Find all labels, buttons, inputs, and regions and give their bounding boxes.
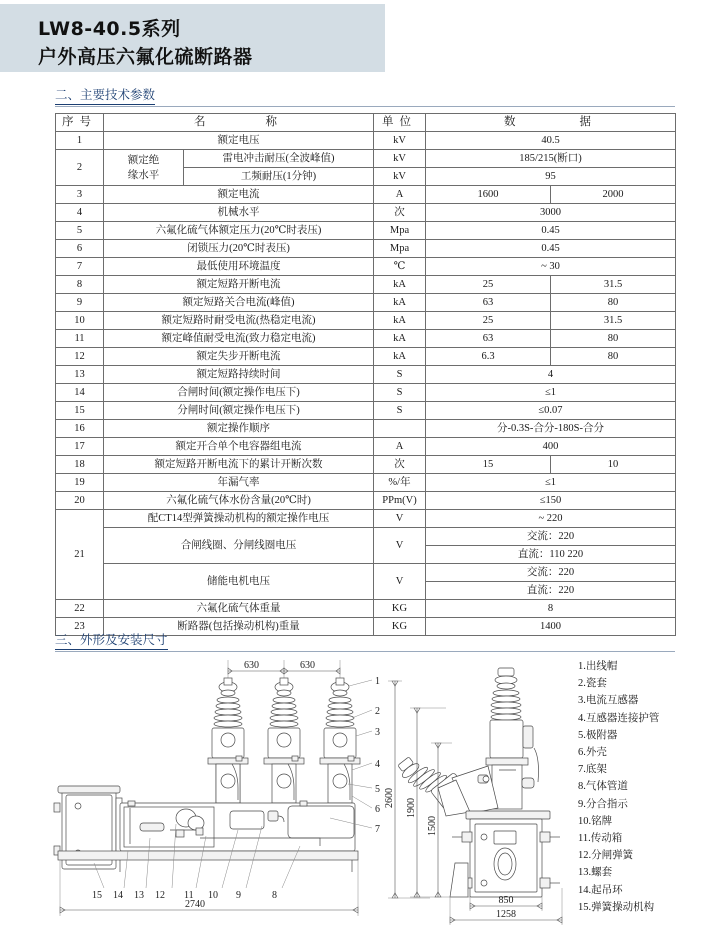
cell-unit: ℃ xyxy=(374,258,426,276)
th-unit: 单位 xyxy=(374,114,426,132)
section-heading-specs xyxy=(55,85,155,105)
section-rule xyxy=(55,106,675,107)
legend-item: 3.电流互感器 xyxy=(578,695,639,707)
cell-no: 1 xyxy=(56,132,104,150)
cell-unit: kV xyxy=(374,132,426,150)
cell-unit: A xyxy=(374,186,426,204)
cell-unit: kA xyxy=(374,348,426,366)
cell-data-2: 80 xyxy=(551,348,676,366)
dim-pitch-1: 630 xyxy=(244,660,259,671)
cell-name: 额定开合单个电容器组电流 xyxy=(104,438,374,456)
legend-item: 9.分合指示 xyxy=(578,798,628,810)
callout-6: 6 xyxy=(375,804,380,815)
dim-pitch-2: 630 xyxy=(300,660,315,671)
callout-12: 12 xyxy=(155,890,165,901)
table-header-row xyxy=(56,114,676,132)
legend-item: 13.螺套 xyxy=(578,867,613,879)
cell-no: 8 xyxy=(56,276,104,294)
cell-subname: 工频耐压(1分钟) xyxy=(184,168,374,186)
cell-unit: 次 xyxy=(374,456,426,474)
cell-data-2: 80 xyxy=(551,330,676,348)
cell-data-1: 25 xyxy=(426,276,551,294)
cell-subname: 合闸线圈、分闸线圈电压 xyxy=(104,528,374,564)
cell-data: 400 xyxy=(426,438,676,456)
dim-1258: 1258 xyxy=(496,909,516,920)
cell-unit xyxy=(374,420,426,438)
table-row xyxy=(56,276,676,294)
cell-no: 22 xyxy=(56,600,104,618)
cell-data-1: 25 xyxy=(426,312,551,330)
section-heading-dimensions-label: 三、外形及安装尺寸 xyxy=(55,630,168,650)
cell-name-group: 额定绝 缘水平 xyxy=(104,150,184,186)
cell-data: 分-0.3S-合分-180S-合分 xyxy=(426,420,676,438)
cell-name: 额定操作顺序 xyxy=(104,420,374,438)
cell-data: 4 xyxy=(426,366,676,384)
callout-2: 2 xyxy=(375,706,380,717)
cell-name: 六氟化硫气体水份含量(20℃时) xyxy=(104,492,374,510)
cell-data: 40.5 xyxy=(426,132,676,150)
cell-no: 2 xyxy=(56,150,104,186)
cell-name: 额定短路关合电流(峰值) xyxy=(104,294,374,312)
callout-8: 8 xyxy=(272,890,277,901)
cell-data-2: 31.5 xyxy=(551,276,676,294)
table-row xyxy=(56,132,676,150)
product-title-line1: LW8-40.5系列 xyxy=(38,18,181,40)
cell-data: ~ 30 xyxy=(426,258,676,276)
cell-name: 额定短路持续时间 xyxy=(104,366,374,384)
cell-data: 0.45 xyxy=(426,222,676,240)
cell-name: 额定电流 xyxy=(104,186,374,204)
legend-item: 2.瓷套 xyxy=(578,678,607,690)
cell-no: 18 xyxy=(56,456,104,474)
cell-no: 12 xyxy=(56,348,104,366)
cell-name: 六氟化硫气体额定压力(20℃时表压) xyxy=(104,222,374,240)
callout-4: 4 xyxy=(375,759,380,770)
table-row xyxy=(56,240,676,258)
cell-unit: S xyxy=(374,384,426,402)
cell-name: 额定短路开断电流下的累计开断次数 xyxy=(104,456,374,474)
table-row xyxy=(56,600,676,618)
legend-item: 6.外壳 xyxy=(578,747,607,759)
table-row xyxy=(56,150,676,168)
cell-unit: S xyxy=(374,366,426,384)
cell-unit: V xyxy=(374,510,426,528)
cell-data-2: 2000 xyxy=(551,186,676,204)
callout-15: 15 xyxy=(92,890,102,901)
th-name: 名 称 xyxy=(104,114,374,132)
cell-no: 16 xyxy=(56,420,104,438)
cell-no: 17 xyxy=(56,438,104,456)
table-row xyxy=(56,564,676,582)
callout-11: 11 xyxy=(184,890,194,901)
table-body xyxy=(56,132,676,636)
callout-10: 10 xyxy=(208,890,218,901)
cell-unit: kA xyxy=(374,330,426,348)
cell-unit: Mpa xyxy=(374,222,426,240)
cell-unit: kA xyxy=(374,276,426,294)
cell-data-1: 6.3 xyxy=(426,348,551,366)
table-row xyxy=(56,528,676,546)
cell-name: 额定失步开断电流 xyxy=(104,348,374,366)
callout-9: 9 xyxy=(236,890,241,901)
cell-name: 合闸时间(额定操作电压下) xyxy=(104,384,374,402)
cell-data: 交流：220 xyxy=(426,564,676,582)
table-row xyxy=(56,456,676,474)
cell-data-1: 63 xyxy=(426,294,551,312)
dim-1500: 1500 xyxy=(427,816,438,836)
table-row xyxy=(56,492,676,510)
cell-unit: A xyxy=(374,438,426,456)
callout-3: 3 xyxy=(375,727,380,738)
legend-item: 4.互感器连接护管 xyxy=(578,712,660,724)
legend-item: 8.气体管道 xyxy=(578,781,628,793)
cell-unit: kV xyxy=(374,150,426,168)
cell-data: 185/215(断口) xyxy=(426,150,676,168)
cell-data-2: 31.5 xyxy=(551,312,676,330)
legend-item: 1.出线帽 xyxy=(578,661,618,672)
cell-data: 1400 xyxy=(426,618,676,636)
callout-7: 7 xyxy=(375,824,380,835)
cell-no: 19 xyxy=(56,474,104,492)
table-row xyxy=(56,420,676,438)
cell-no: 4 xyxy=(56,204,104,222)
section-heading-dimensions xyxy=(55,630,168,650)
title-band xyxy=(0,4,385,72)
cell-unit: 次 xyxy=(374,204,426,222)
th-no: 序号 xyxy=(56,114,104,132)
cell-data-1: 63 xyxy=(426,330,551,348)
cell-name: 六氟化硫气体重量 xyxy=(104,600,374,618)
spec-table xyxy=(55,113,676,636)
cell-unit: KG xyxy=(374,618,426,636)
cell-data-1: 1600 xyxy=(426,186,551,204)
cell-no: 9 xyxy=(56,294,104,312)
legend-item: 7.底架 xyxy=(578,764,607,776)
table-row xyxy=(56,384,676,402)
table-row xyxy=(56,312,676,330)
cell-name: 最低使用环境温度 xyxy=(104,258,374,276)
cell-unit: %/年 xyxy=(374,474,426,492)
cell-no: 15 xyxy=(56,402,104,420)
legend-item: 14.起吊环 xyxy=(578,884,623,896)
cell-subname: 雷电冲击耐压(全波峰值) xyxy=(184,150,374,168)
cell-no: 21 xyxy=(56,510,104,600)
table-row xyxy=(56,330,676,348)
cell-name: 额定短路开断电流 xyxy=(104,276,374,294)
section-heading-specs-label: 二、主要技术参数 xyxy=(55,85,155,105)
cell-unit: V xyxy=(374,528,426,564)
callout-14: 14 xyxy=(113,890,123,901)
cell-name: 分闸时间(额定操作电压下) xyxy=(104,402,374,420)
table-row xyxy=(56,474,676,492)
legend-item: 5.极附器 xyxy=(578,729,618,741)
cell-data-2: 80 xyxy=(551,294,676,312)
dim-2600: 2600 xyxy=(384,788,395,808)
cell-data: 交流：220 xyxy=(426,528,676,546)
cell-data-1: 15 xyxy=(426,456,551,474)
cell-no: 13 xyxy=(56,366,104,384)
cell-unit: kV xyxy=(374,168,426,186)
cell-unit: Mpa xyxy=(374,240,426,258)
table-row xyxy=(56,366,676,384)
cell-unit: KG xyxy=(374,600,426,618)
cell-no: 7 xyxy=(56,258,104,276)
table-row xyxy=(56,348,676,366)
cell-no: 3 xyxy=(56,186,104,204)
product-title-line2: 户外高压六氟化硫断路器 xyxy=(38,46,253,68)
legend-item: 10.铭牌 xyxy=(578,815,613,827)
callout-13: 13 xyxy=(134,890,144,901)
cell-data: ≤150 xyxy=(426,492,676,510)
cell-data: 直流：110 220 xyxy=(426,546,676,564)
cell-no: 6 xyxy=(56,240,104,258)
cell-subname: 配CT14型弹簧操动机构的额定操作电压 xyxy=(104,510,374,528)
side-view xyxy=(395,668,560,897)
dim-1900: 1900 xyxy=(406,798,417,818)
cell-data: 8 xyxy=(426,600,676,618)
cell-unit: V xyxy=(374,564,426,600)
cell-no: 14 xyxy=(56,384,104,402)
cell-no: 10 xyxy=(56,312,104,330)
cell-unit: kA xyxy=(374,312,426,330)
cell-name: 年漏气率 xyxy=(104,474,374,492)
cell-name: 断路器(包括操动机构)重量 xyxy=(104,618,374,636)
cell-no: 20 xyxy=(56,492,104,510)
th-data: 数 据 xyxy=(426,114,676,132)
cell-name: 额定电压 xyxy=(104,132,374,150)
cell-unit: kA xyxy=(374,294,426,312)
callout-5: 5 xyxy=(375,784,380,795)
cell-data: ≤1 xyxy=(426,474,676,492)
dim-850: 850 xyxy=(498,895,514,906)
cell-data-2: 10 xyxy=(551,456,676,474)
cell-name: 额定短路时耐受电流(热稳定电流) xyxy=(104,312,374,330)
table-row xyxy=(56,402,676,420)
legend-item: 11.传动箱 xyxy=(578,833,623,845)
cell-data: ≤0.07 xyxy=(426,402,676,420)
cell-unit: PPm(V) xyxy=(374,492,426,510)
cell-data: ≤1 xyxy=(426,384,676,402)
dim-2740: 2740 xyxy=(185,899,205,910)
legend-list xyxy=(578,658,718,916)
callout-1: 1 xyxy=(375,676,380,687)
cell-no: 5 xyxy=(56,222,104,240)
cell-no: 11 xyxy=(56,330,104,348)
cell-name: 闭锁压力(20℃时表压) xyxy=(104,240,374,258)
cell-data: 直流：220 xyxy=(426,582,676,600)
dim-front-height xyxy=(384,681,430,898)
legend-item: 15.弹簧操动机构 xyxy=(578,901,655,913)
table-row xyxy=(56,294,676,312)
cell-data: 0.45 xyxy=(426,240,676,258)
cell-data: ~ 220 xyxy=(426,510,676,528)
cell-data: 3000 xyxy=(426,204,676,222)
cell-no: 23 xyxy=(56,618,104,636)
cell-subname: 储能电机电压 xyxy=(104,564,374,600)
front-view xyxy=(54,660,360,872)
table-row xyxy=(56,186,676,204)
cell-data: 95 xyxy=(426,168,676,186)
table-row xyxy=(56,222,676,240)
table-row xyxy=(56,204,676,222)
cell-name: 额定峰值耐受电流(致力稳定电流) xyxy=(104,330,374,348)
table-row xyxy=(56,258,676,276)
legend-item: 12.分闸弹簧 xyxy=(578,850,634,862)
cell-name: 机械水平 xyxy=(104,204,374,222)
cell-unit: S xyxy=(374,402,426,420)
table-row xyxy=(56,438,676,456)
table-row xyxy=(56,510,676,528)
